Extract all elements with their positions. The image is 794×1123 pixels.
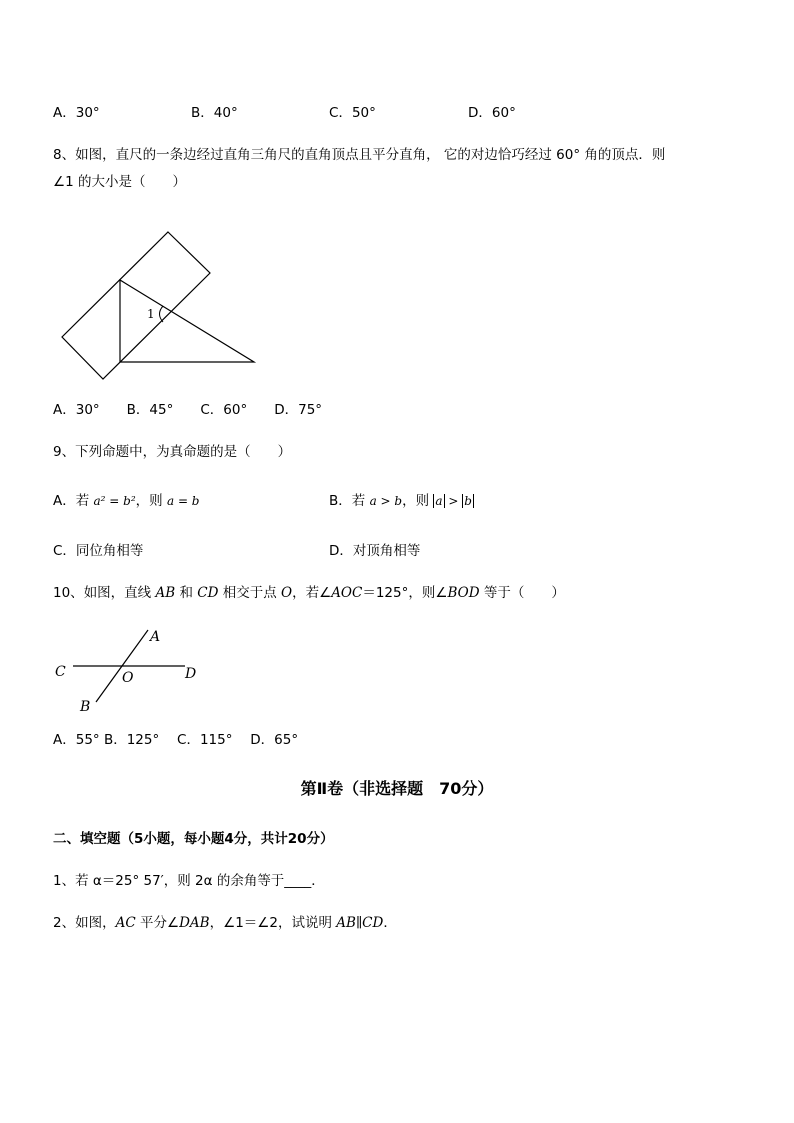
section-fill-in-title: 二、填空题（5小题，每小题4分，共计20分）	[53, 831, 334, 847]
q9-option-b: B．若 a > b，则 a > b	[329, 493, 472, 509]
q7-option-a: A．30°	[53, 105, 100, 121]
part2-title: 第Ⅱ卷（非选择题 70分）	[300, 779, 494, 798]
q7-option-b: B．40°	[191, 105, 238, 121]
point-d-label: D	[185, 666, 197, 682]
point-c-label: C	[55, 664, 66, 680]
point-b-label: B	[80, 699, 91, 715]
fill-question-2: 2、如图，AC 平分∠DAB，∠1＝∠2，试说明 AB∥CD．	[53, 915, 397, 931]
angle-1-label: 1	[147, 307, 155, 321]
q7-option-d: D．60°	[468, 105, 516, 121]
q10-figure	[50, 622, 210, 717]
q8-stem-line2: ∠1 的大小是（ ）	[53, 174, 186, 190]
q9-option-a: A．若 a² = b²，则 a = b	[53, 493, 200, 509]
q9-option-c: C．同位角相等	[53, 543, 144, 559]
q8-stem-line1: 8、如图，直尺的一条边经过直角三角尺的直角顶点且平分直角， 它的对边恰巧经过 60° 角的顶点．则	[53, 147, 666, 163]
ruler	[62, 232, 210, 379]
q9-option-d: D．对顶角相等	[329, 543, 421, 559]
set-square	[120, 280, 254, 362]
point-o-label: O	[122, 670, 134, 686]
q8-figure	[60, 228, 260, 383]
q10-options: A．55° B．125° C．115° D．65°	[53, 732, 299, 748]
q10-stem: 10、如图，直线 AB 和 CD 相交于点 O，若∠AOC＝125°，则∠BOD 等于（ ）	[53, 585, 565, 601]
q8-options: A．30° B．45° C．60° D．75°	[53, 402, 323, 418]
point-a-label: A	[150, 629, 161, 645]
q9-stem: 9、下列命题中，为真命题的是（ ）	[53, 444, 292, 460]
fill-question-1: 1、若 α＝25° 57′，则 2α 的余角等于____．	[53, 873, 325, 889]
q7-option-c: C．50°	[329, 105, 376, 121]
